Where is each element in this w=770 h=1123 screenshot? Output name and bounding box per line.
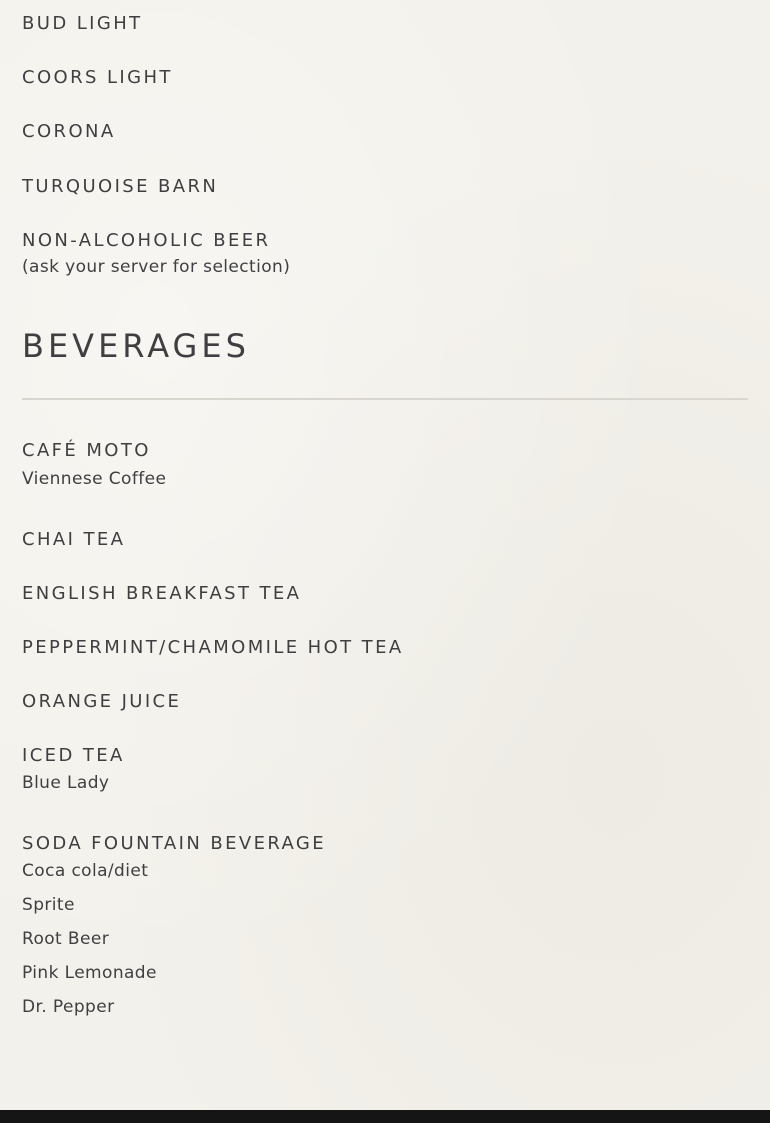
item-name: SODA FOUNTAIN BEVERAGE [22,833,327,854]
item-note: (ask your server for selection) [22,257,291,277]
menu-item-peppermint-chamomile-tea [22,637,404,659]
item-name: BUD LIGHT [22,13,143,34]
item-name: ICED TEA [22,745,125,766]
menu-item-english-breakfast-tea [22,583,301,605]
menu-item-corona [22,121,116,143]
item-name: ORANGE JUICE [22,691,182,712]
item-name: ENGLISH BREAKFAST TEA [22,583,302,604]
item-name: CHAI TEA [22,529,126,550]
item-name: COORS LIGHT [22,67,173,88]
soda-option: Sprite [22,895,75,915]
soda-option: Root Beer [22,929,110,949]
section-divider [22,398,748,400]
menu-item-iced-tea [22,745,125,794]
item-name: PEPPERMINT/CHAMOMILE HOT TEA [22,637,404,658]
item-note: Blue Lady [22,773,110,793]
item-name: TURQUOISE BARN [22,176,219,197]
menu-item-soda-fountain [22,833,326,1030]
menu-item-bud-light [22,13,143,35]
menu-item-cafe-moto [22,440,166,490]
menu-item-turquoise-barn [22,176,218,198]
item-note: Viennese Coffee [22,469,167,489]
soda-option: Coca cola/diet [22,861,149,881]
item-name: CORONA [22,121,116,142]
menu-item-chai-tea [22,529,125,551]
menu-item-coors-light [22,67,173,89]
menu-item-non-alcoholic-beer [22,230,290,278]
soda-option: Dr. Pepper [22,997,115,1017]
soda-options-list [22,860,326,1030]
soda-option: Pink Lemonade [22,963,157,983]
section-title-beverages: BEVERAGES [22,327,250,365]
menu-item-orange-juice [22,691,181,713]
item-name: NON-ALCOHOLIC BEER [22,230,271,251]
footer-bar [0,1110,770,1123]
item-name: CAFÉ MOTO [22,440,151,461]
